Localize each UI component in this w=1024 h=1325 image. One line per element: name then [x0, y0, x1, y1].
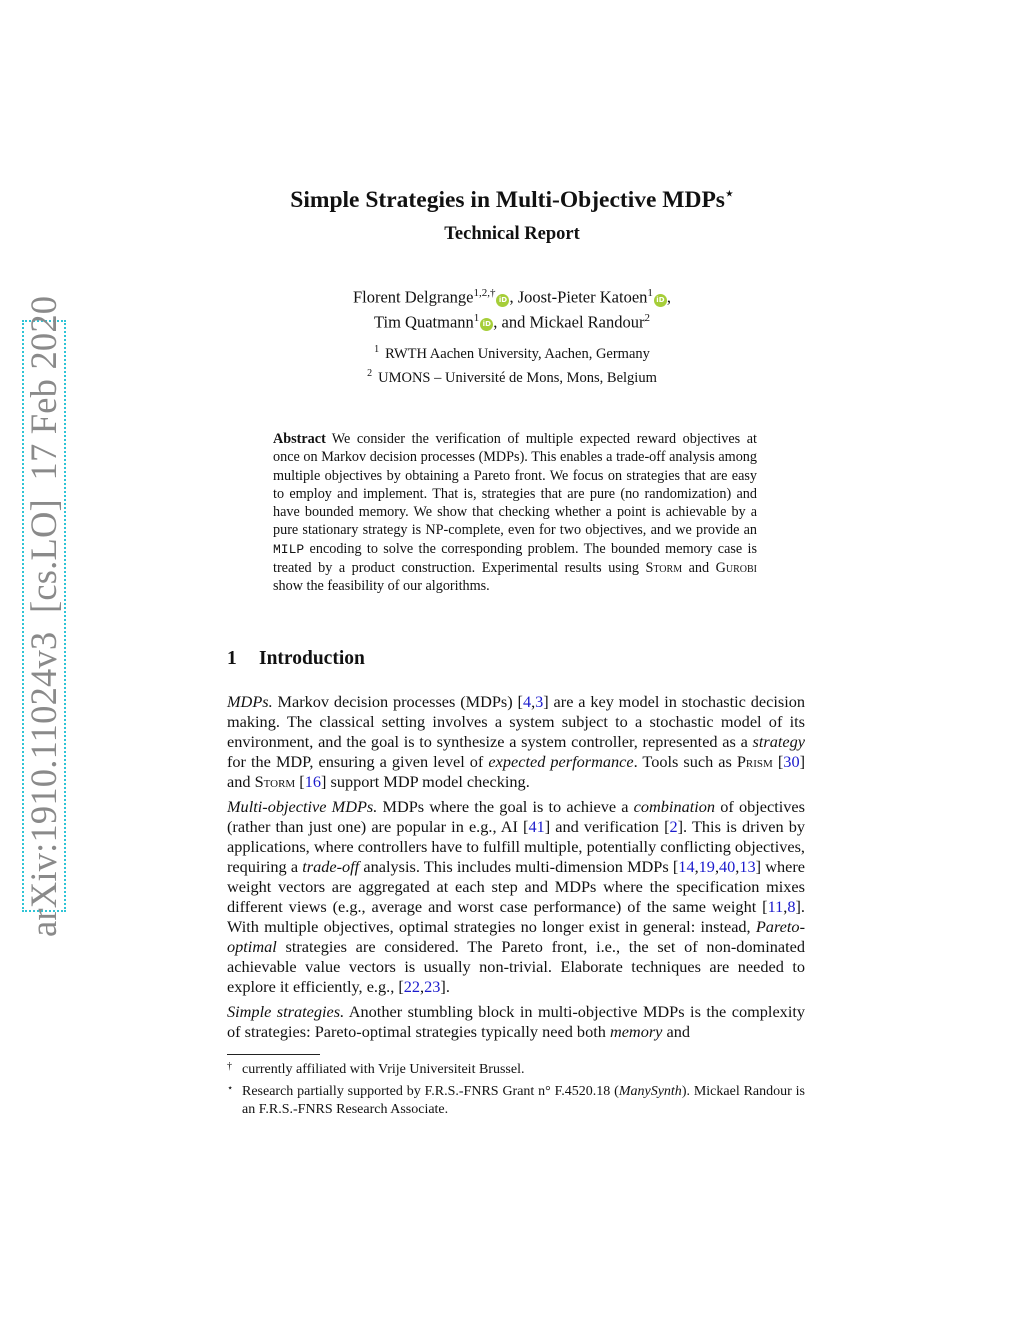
affiliation: $^1$ RWTH Aachen University, Aachen, Germany — [374, 344, 650, 362]
citation-link[interactable]: 41 — [528, 817, 545, 836]
abstract: Abstract We consider the verification of multiple expected reward objectives at once on Markov decision processes (MDPs). This enables a trade-off analysis among multiple objectives by obtaining a Pareto front. We focus on strategies that are easy to employ and implement. That is, strategies that are pure (no randomization) and have bounded memory. We show that checking whether a point is achievable by a pure stationary strategy is NP-complete, even for two objectives, and we provide an MILP encoding to solve the corresponding problem. The bounded memory case is treated by a product construction. Experimental results using Storm and Gurobi show the feasibility of our algorithms. — [273, 431, 757, 595]
orcid-icon[interactable]: iD — [496, 294, 509, 307]
paragraph: Simple strategies. Another stumbling block in multi-objective MDPs is the complexity of strategies: Pareto-optimal strategies typically need both memory and — [227, 1002, 806, 1041]
paper-subtitle: Technical Report — [444, 224, 580, 244]
orcid-icon[interactable]: iD — [480, 318, 493, 331]
citation-link[interactable]: 19 — [698, 857, 715, 876]
abstract-heading: Abstract — [273, 431, 326, 447]
body-text — [227, 692, 805, 1047]
author-list: Florent Delgrange$^{1,2,\dagger}$iD , Joost-Pieter Katoen$^1$iD , Tim Quatmann$^1$iD , and Mickael Randour$^2$ — [352, 287, 672, 331]
citation-link[interactable]: 3 — [535, 692, 544, 711]
paragraph: MDPs. Markov decision processes (MDPs) [4,3] are a key model in stochastic decision making. The classical setting involves a system subject to a stochastic model of its environment, and the goal is to synthesize a system controller, represented as a strategy for the MDP, ensuring a given level of expected performance. Tools such as Prism [30] and Storm [16] support MDP model checking. — [227, 692, 805, 791]
paper-title: Simple Strategies in Multi-Objective MDPs⋆ — [290, 186, 734, 213]
citation-link[interactable]: 13 — [739, 857, 756, 876]
citation-link[interactable]: 30 — [783, 752, 800, 771]
footnotes — [227, 1058, 805, 1120]
author-name: Tim Quatmann — [374, 312, 474, 331]
section-heading: 1 Introduction — [227, 648, 365, 669]
arxiv-stamp: arXiv:1910.11024v3 [cs.LO] 17 Feb 2020 — [23, 295, 64, 937]
citation-link[interactable]: 23 — [424, 977, 441, 996]
footnote: † currently affiliated with Vrije Universiteit Brussel. — [227, 1061, 525, 1077]
footnote-divider — [227, 1054, 320, 1055]
author-name: Florent Delgrange — [352, 287, 474, 307]
citation-link[interactable]: 8 — [787, 897, 796, 916]
citation-link[interactable]: 2 — [669, 817, 678, 836]
citation-link[interactable]: 40 — [719, 857, 736, 876]
citation-link[interactable]: 11 — [767, 897, 784, 916]
affiliation-list — [0, 340, 1024, 388]
citation-link[interactable]: 14 — [678, 857, 695, 876]
paragraph: Multi-objective MDPs. MDPs where the goal is to achieve a combination of objectives (rather than just one) are popular in e.g., AI [41] and verification [2]. This is driven by applications, where controllers have to fulfill multiple, potentially conflicting objectives, requiring a trade-off analysis. This includes multi-dimension MDPs [14,19,40,13] where weight vectors are aggregated at each step and MDPs where the specification mixes different views (e.g., average and worst case performance) of the same weight [11,8]. With multiple objectives, optimal strategies no longer exist in general: instead, Pareto-optimal strategies are considered. The Pareto front, i.e., the set of non-dominated achievable value vectors is usually non-trivial. Elaborate techniques are needed to explore it efficiently, e.g., [22,23]. — [227, 797, 806, 996]
footnote: ⋆ Research partially supported by F.R.S.-FNRS Grant n° F.4520.18 (ManySynth). Mickael Randour is an F.R.S.-FNRS Research Associate. — [227, 1082, 805, 1117]
title-footnote-mark: ⋆ — [724, 187, 734, 202]
author-name: and Mickael Randour — [501, 312, 645, 331]
citation-link[interactable]: 22 — [403, 977, 421, 996]
affiliation: $^2$ UMONS – Université de Mons, Mons, Belgium — [367, 367, 657, 386]
author-name: Joost-Pieter Katoen — [517, 287, 648, 307]
citation-link[interactable]: 4 — [522, 692, 532, 711]
orcid-icon[interactable]: iD — [654, 294, 667, 307]
citation-link[interactable]: 16 — [304, 772, 321, 791]
